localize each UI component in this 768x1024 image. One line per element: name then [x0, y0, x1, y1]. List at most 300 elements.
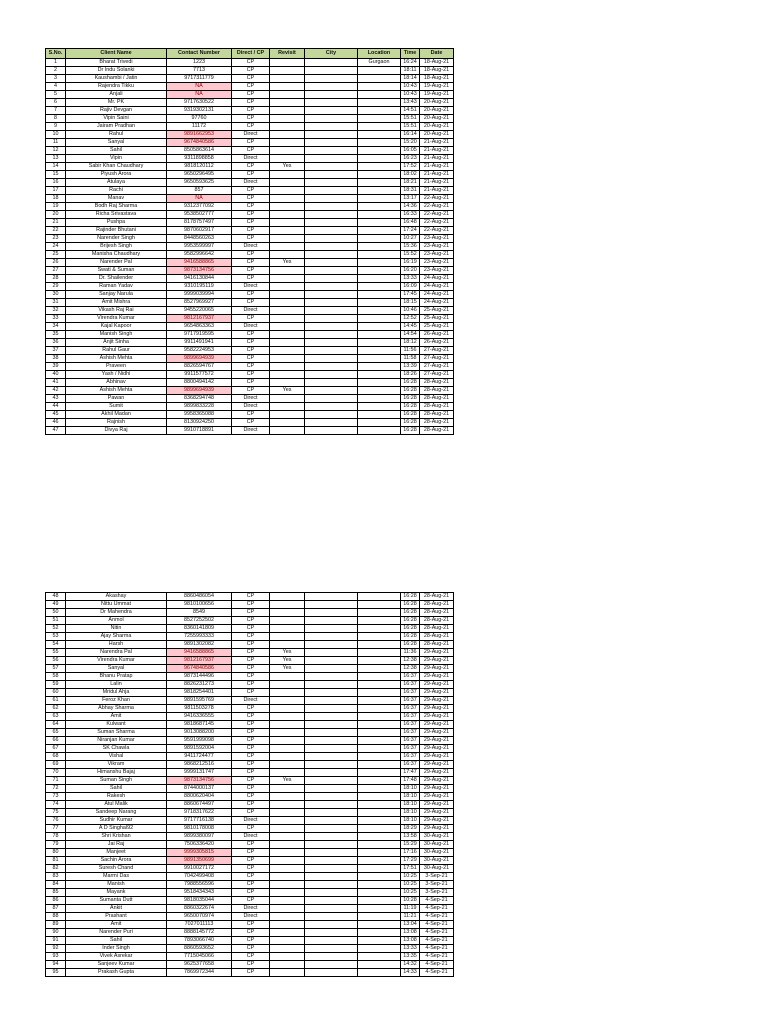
cell-date: 30-Aug-21 [420, 865, 454, 873]
table-row [46, 419, 454, 427]
cell-location [358, 785, 401, 793]
cell-revisit [270, 961, 305, 969]
cell-city [305, 681, 358, 689]
table-row [46, 99, 454, 107]
table-row [46, 897, 454, 905]
cell-time: 11:58 [401, 355, 420, 363]
cell-sno: 82 [46, 865, 66, 873]
cell-location [358, 131, 401, 139]
cell-direct-cp: CP [232, 865, 270, 873]
cell-revisit [270, 347, 305, 355]
cell-city [305, 809, 358, 817]
cell-time: 16:28 [401, 379, 420, 387]
cell-direct-cp: CP [232, 59, 270, 67]
cell-location [358, 283, 401, 291]
cell-location [358, 331, 401, 339]
cell-contact-number: 9958365088 [167, 411, 232, 419]
cell-city [305, 609, 358, 617]
cell-contact-number: 9310195119 [167, 283, 232, 291]
cell-time: 16:37 [401, 729, 420, 737]
table-row [46, 721, 454, 729]
cell-date: 28-Aug-21 [420, 427, 454, 435]
cell-contact-number: 9870602917 [167, 227, 232, 235]
cell-sno: 46 [46, 419, 66, 427]
cell-date: 20-Aug-21 [420, 99, 454, 107]
cell-location [358, 945, 401, 953]
cell-contact-number: 97760 [167, 115, 232, 123]
cell-location [358, 203, 401, 211]
cell-time: 16:28 [401, 617, 420, 625]
cell-revisit [270, 873, 305, 881]
cell-client-name: Nitin [66, 625, 167, 633]
cell-revisit [270, 889, 305, 897]
cell-client-name: Manjeet [66, 849, 167, 857]
cell-city [305, 657, 358, 665]
cell-revisit [270, 849, 305, 857]
cell-city [305, 347, 358, 355]
cell-city [305, 593, 358, 601]
table-row [46, 649, 454, 657]
cell-sno: 51 [46, 617, 66, 625]
cell-time: 16:20 [401, 267, 420, 275]
cell-client-name: Rajinder Bhutani [66, 227, 167, 235]
cell-revisit [270, 817, 305, 825]
cell-contact-number: 8860322674 [167, 905, 232, 913]
cell-sno: 42 [46, 387, 66, 395]
cell-sno: 6 [46, 99, 66, 107]
cell-city [305, 187, 358, 195]
cell-direct-cp: CP [232, 753, 270, 761]
cell-client-name: Rahul [66, 131, 167, 139]
cell-date: 22-Aug-21 [420, 227, 454, 235]
cell-sno: 38 [46, 355, 66, 363]
cell-direct-cp: CP [232, 873, 270, 881]
cell-direct-cp: CP [232, 331, 270, 339]
cell-city [305, 235, 358, 243]
col-header-location: Location [358, 49, 401, 59]
cell-client-name: Akhil Madan [66, 411, 167, 419]
cell-direct-cp: CP [232, 937, 270, 945]
cell-client-name: Sanjay Narula [66, 291, 167, 299]
cell-location [358, 841, 401, 849]
cell-sno: 56 [46, 657, 66, 665]
cell-client-name: Vipin Saini [66, 115, 167, 123]
cell-revisit [270, 139, 305, 147]
cell-contact-number: 8888145772 [167, 929, 232, 937]
table-row [46, 155, 454, 163]
cell-contact-number: 9416336555 [167, 713, 232, 721]
cell-sno: 74 [46, 801, 66, 809]
cell-city [305, 633, 358, 641]
table-row [46, 777, 454, 785]
cell-time: 16:37 [401, 745, 420, 753]
cell-date: 25-Aug-21 [420, 315, 454, 323]
cell-time: 18:10 [401, 817, 420, 825]
cell-location [358, 291, 401, 299]
table-row [46, 713, 454, 721]
cell-time: 16:05 [401, 147, 420, 155]
cell-location [358, 339, 401, 347]
cell-time: 18:14 [401, 75, 420, 83]
cell-client-name: Sachin Arora [66, 857, 167, 865]
cell-date: 21-Aug-21 [420, 171, 454, 179]
cell-sno: 80 [46, 849, 66, 857]
cell-location [358, 801, 401, 809]
cell-location [358, 355, 401, 363]
cell-sno: 54 [46, 641, 66, 649]
cell-direct-cp: CP [232, 211, 270, 219]
cell-date: 25-Aug-21 [420, 323, 454, 331]
cell-time: 13:17 [401, 195, 420, 203]
cell-location [358, 697, 401, 705]
cell-revisit [270, 395, 305, 403]
cell-contact-number: 7027011113 [167, 921, 232, 929]
cell-date: 23-Aug-21 [420, 243, 454, 251]
cell-location [358, 961, 401, 969]
cell-time: 17:29 [401, 857, 420, 865]
cell-contact-number: 9910027172 [167, 865, 232, 873]
cell-client-name: Prashant [66, 913, 167, 921]
cell-city [305, 601, 358, 609]
cell-date: 23-Aug-21 [420, 235, 454, 243]
cell-revisit [270, 857, 305, 865]
cell-city [305, 825, 358, 833]
cell-contact-number: 9416588865 [167, 259, 232, 267]
cell-contact-number: 9650296495 [167, 171, 232, 179]
cell-city [305, 195, 358, 203]
cell-city [305, 665, 358, 673]
table-row [46, 921, 454, 929]
cell-sno: 79 [46, 841, 66, 849]
cell-revisit [270, 601, 305, 609]
cell-time: 12:38 [401, 665, 420, 673]
cell-direct-cp: CP [232, 123, 270, 131]
cell-sno: 9 [46, 123, 66, 131]
cell-location [358, 953, 401, 961]
cell-revisit [270, 905, 305, 913]
cell-location [358, 275, 401, 283]
cell-direct-cp: Direct [232, 913, 270, 921]
cell-time: 16:28 [401, 419, 420, 427]
cell-direct-cp: CP [232, 601, 270, 609]
cell-date: 22-Aug-21 [420, 219, 454, 227]
cell-contact-number: 9818254401 [167, 689, 232, 697]
cell-contact-number: 9013088200 [167, 729, 232, 737]
cell-contact-number: 9718317622 [167, 809, 232, 817]
cell-location [358, 849, 401, 857]
cell-time: 16:28 [401, 593, 420, 601]
cell-date: 4-Sep-21 [420, 929, 454, 937]
cell-city [305, 641, 358, 649]
cell-direct-cp: CP [232, 107, 270, 115]
table-row [46, 697, 454, 705]
cell-location [358, 123, 401, 131]
cell-revisit: Yes [270, 259, 305, 267]
table-row [46, 761, 454, 769]
cell-direct-cp: CP [232, 259, 270, 267]
cell-sno: 28 [46, 275, 66, 283]
cell-date: 21-Aug-21 [420, 155, 454, 163]
cell-revisit [270, 115, 305, 123]
cell-client-name: Narender Singh [66, 235, 167, 243]
cell-location [358, 969, 401, 977]
cell-date: 3-Sep-21 [420, 889, 454, 897]
cell-location [358, 115, 401, 123]
cell-client-name: Amit [66, 713, 167, 721]
cell-location [358, 227, 401, 235]
cell-city [305, 617, 358, 625]
cell-direct-cp: CP [232, 83, 270, 91]
table-row [46, 689, 454, 697]
col-header-revisit: Revisit [270, 49, 305, 59]
table-row [46, 625, 454, 633]
cell-direct-cp: CP [232, 219, 270, 227]
table-row [46, 745, 454, 753]
cell-sno: 67 [46, 745, 66, 753]
cell-contact-number: 9953599997 [167, 243, 232, 251]
cell-revisit [270, 307, 305, 315]
table-row [46, 91, 454, 99]
cell-client-name: Shri Krishan [66, 833, 167, 841]
cell-date: 29-Aug-21 [420, 817, 454, 825]
cell-client-name: Abhinav [66, 379, 167, 387]
cell-date: 20-Aug-21 [420, 115, 454, 123]
cell-city [305, 697, 358, 705]
cell-client-name: Raman Yadav [66, 283, 167, 291]
cell-sno: 77 [46, 825, 66, 833]
table-row [46, 601, 454, 609]
cell-revisit: Yes [270, 777, 305, 785]
cell-time: 16:37 [401, 721, 420, 729]
cell-time: 15:36 [401, 243, 420, 251]
cell-revisit [270, 801, 305, 809]
cell-date: 4-Sep-21 [420, 937, 454, 945]
cell-time: 16:28 [401, 395, 420, 403]
cell-city [305, 379, 358, 387]
cell-sno: 20 [46, 211, 66, 219]
cell-location [358, 387, 401, 395]
cell-location [358, 243, 401, 251]
cell-revisit [270, 745, 305, 753]
cell-revisit [270, 379, 305, 387]
table-row [46, 809, 454, 817]
cell-time: 14:54 [401, 331, 420, 339]
cell-contact-number: 9810178008 [167, 825, 232, 833]
cell-direct-cp: Direct [232, 179, 270, 187]
cell-sno: 88 [46, 913, 66, 921]
cell-client-name: Dr Mahendra [66, 609, 167, 617]
cell-revisit [270, 953, 305, 961]
cell-contact-number: 9582224953 [167, 347, 232, 355]
cell-sno: 2 [46, 67, 66, 75]
cell-city [305, 371, 358, 379]
cell-sno: 84 [46, 881, 66, 889]
cell-time: 15:20 [401, 139, 420, 147]
cell-contact-number: 7893066740 [167, 937, 232, 945]
cell-date: 27-Aug-21 [420, 355, 454, 363]
cell-client-name: Sanyal [66, 139, 167, 147]
cell-direct-cp: CP [232, 929, 270, 937]
table-row [46, 905, 454, 913]
cell-city [305, 219, 358, 227]
cell-contact-number: 9812167937 [167, 657, 232, 665]
cell-time: 13:08 [401, 929, 420, 937]
cell-sno: 29 [46, 283, 66, 291]
cell-date: 18-Aug-21 [420, 67, 454, 75]
cell-direct-cp: CP [232, 921, 270, 929]
cell-revisit [270, 721, 305, 729]
cell-contact-number: 7506336420 [167, 841, 232, 849]
cell-revisit [270, 809, 305, 817]
cell-direct-cp: CP [232, 315, 270, 323]
cell-time: 18:11 [401, 67, 420, 75]
cell-sno: 60 [46, 689, 66, 697]
cell-date: 29-Aug-21 [420, 665, 454, 673]
cell-client-name: Atulaya [66, 179, 167, 187]
cell-client-name: Manisha Chaudhary [66, 251, 167, 259]
cell-city [305, 363, 358, 371]
cell-direct-cp: CP [232, 235, 270, 243]
cell-time: 16:48 [401, 219, 420, 227]
cell-direct-cp: CP [232, 339, 270, 347]
cell-sno: 57 [46, 665, 66, 673]
cell-time: 13:33 [401, 275, 420, 283]
cell-date: 4-Sep-21 [420, 897, 454, 905]
table-row [46, 203, 454, 211]
cell-direct-cp: CP [232, 673, 270, 681]
table-row [46, 737, 454, 745]
cell-location [358, 347, 401, 355]
cell-date: 20-Aug-21 [420, 131, 454, 139]
cell-date: 25-Aug-21 [420, 307, 454, 315]
cell-revisit [270, 921, 305, 929]
cell-time: 10:46 [401, 307, 420, 315]
col-header-sno: S.No. [46, 49, 66, 59]
cell-contact-number: 9674840586 [167, 139, 232, 147]
cell-contact-number: 7042499408 [167, 873, 232, 881]
table-row [46, 841, 454, 849]
table-row [46, 211, 454, 219]
cell-sno: 95 [46, 969, 66, 977]
cell-revisit [270, 705, 305, 713]
cell-direct-cp: Direct [232, 697, 270, 705]
cell-time: 16:28 [401, 633, 420, 641]
cell-client-name: Ashish Mehta [66, 355, 167, 363]
cell-client-name: Kulwant [66, 721, 167, 729]
cell-client-name: Bharat Trivedi [66, 59, 167, 67]
cell-city [305, 849, 358, 857]
cell-time: 15:51 [401, 123, 420, 131]
cell-sno: 33 [46, 315, 66, 323]
cell-date: 24-Aug-21 [420, 291, 454, 299]
cell-revisit [270, 267, 305, 275]
cell-contact-number: 9810100656 [167, 601, 232, 609]
cell-date: 28-Aug-21 [420, 387, 454, 395]
table-row [46, 123, 454, 131]
cell-sno: 18 [46, 195, 66, 203]
cell-city [305, 403, 358, 411]
cell-sno: 21 [46, 219, 66, 227]
cell-direct-cp: CP [232, 347, 270, 355]
table-row [46, 395, 454, 403]
cell-city [305, 339, 358, 347]
col-header-city: City [305, 49, 358, 59]
cell-city [305, 171, 358, 179]
cell-time: 17:16 [401, 849, 420, 857]
cell-sno: 12 [46, 147, 66, 155]
cell-contact-number: 9650593625 [167, 179, 232, 187]
table-row [46, 633, 454, 641]
cell-date: 4-Sep-21 [420, 961, 454, 969]
cell-direct-cp: CP [232, 689, 270, 697]
cell-location [358, 315, 401, 323]
cell-city [305, 67, 358, 75]
cell-revisit [270, 371, 305, 379]
cell-city [305, 953, 358, 961]
cell-revisit [270, 697, 305, 705]
cell-city [305, 147, 358, 155]
table-row [46, 793, 454, 801]
cell-revisit [270, 227, 305, 235]
cell-direct-cp: CP [232, 881, 270, 889]
cell-date: 30-Aug-21 [420, 857, 454, 865]
cell-revisit [270, 315, 305, 323]
cell-city [305, 203, 358, 211]
cell-location [358, 897, 401, 905]
cell-city [305, 689, 358, 697]
table-row [46, 171, 454, 179]
cell-contact-number: 9812167937 [167, 315, 232, 323]
cell-revisit [270, 689, 305, 697]
cell-city [305, 761, 358, 769]
cell-time: 18:29 [401, 825, 420, 833]
cell-location [358, 633, 401, 641]
cell-location [358, 705, 401, 713]
cell-client-name: Richa Srivastava [66, 211, 167, 219]
cell-revisit [270, 171, 305, 179]
cell-client-name: Praveen [66, 363, 167, 371]
cell-location [358, 211, 401, 219]
cell-direct-cp: CP [232, 67, 270, 75]
cell-location [358, 769, 401, 777]
cell-direct-cp: CP [232, 419, 270, 427]
cell-client-name: Niranjan Kumar [66, 737, 167, 745]
cell-date: 28-Aug-21 [420, 403, 454, 411]
cell-sno: 76 [46, 817, 66, 825]
cell-client-name: Nittu Ummat [66, 601, 167, 609]
cell-city [305, 275, 358, 283]
cell-client-name: Vivek Asrekar [66, 953, 167, 961]
cell-revisit [270, 363, 305, 371]
cell-sno: 73 [46, 793, 66, 801]
cell-direct-cp: CP [232, 75, 270, 83]
cell-contact-number: NA [167, 83, 232, 91]
cell-location [358, 865, 401, 873]
cell-city [305, 929, 358, 937]
cell-contact-number: 8800620404 [167, 793, 232, 801]
cell-location [358, 107, 401, 115]
cell-time: 11:21 [401, 913, 420, 921]
cell-sno: 36 [46, 339, 66, 347]
cell-sno: 69 [46, 761, 66, 769]
table-row [46, 849, 454, 857]
cell-revisit: Yes [270, 387, 305, 395]
cell-direct-cp: CP [232, 705, 270, 713]
cell-client-name: Inder Singh [66, 945, 167, 953]
cell-client-name: Bodh Raj Sharma [66, 203, 167, 211]
cell-client-name: Feroz Khan [66, 697, 167, 705]
cell-sno: 3 [46, 75, 66, 83]
